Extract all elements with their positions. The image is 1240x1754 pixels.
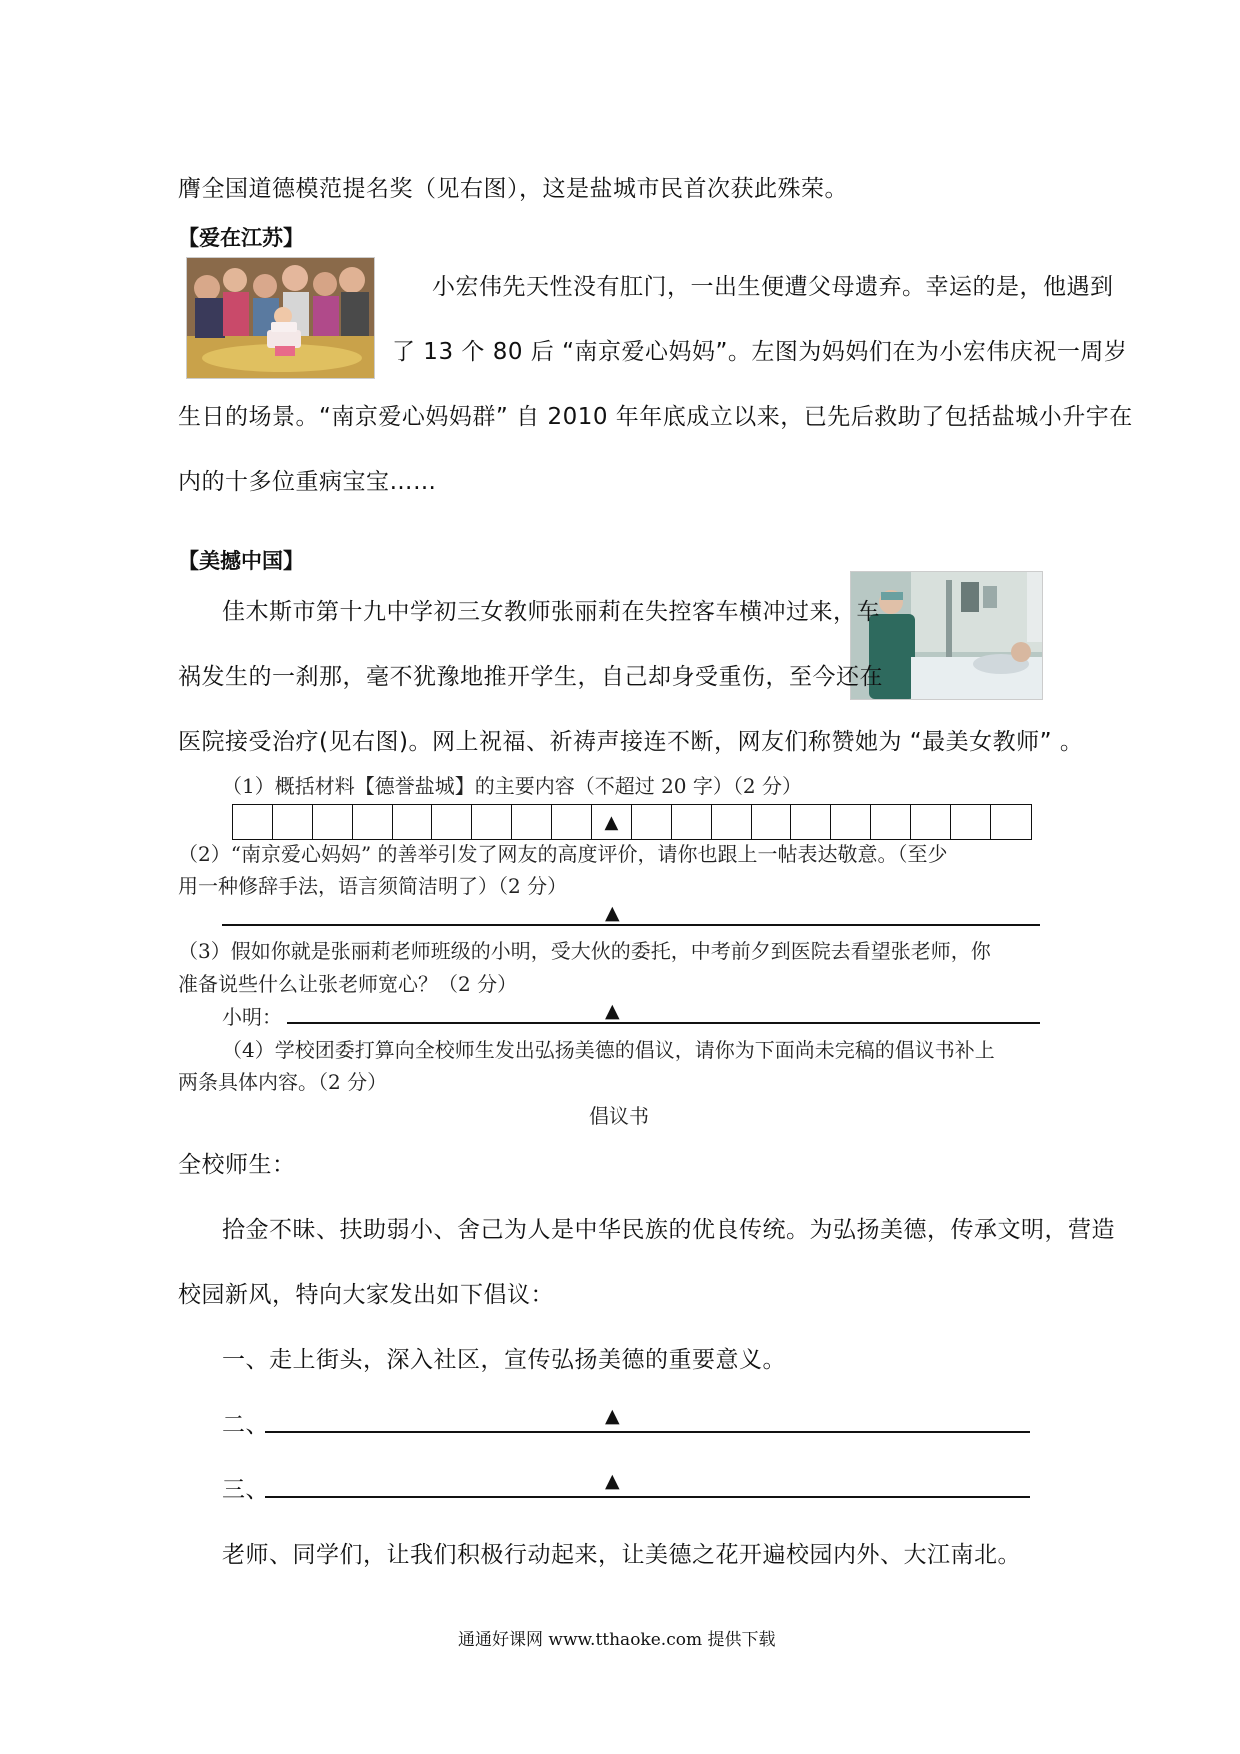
grid-cell[interactable] [911,805,951,839]
grid-cell[interactable] [672,805,712,839]
jiangsu-line-4: 内的十多位重病宝宝…… [178,469,437,495]
grid-cell[interactable] [712,805,752,839]
grid-cell[interactable] [512,805,552,839]
grid-cell[interactable] [791,805,831,839]
answer-marker-triangle: ▲ [605,1405,620,1427]
grid-cell[interactable] [432,805,472,839]
answer-marker-triangle: ▲ [605,1000,620,1022]
jiangsu-line-2: 了 13 个 80 后 “南京爱心妈妈”。左图为妈妈们在为小宏伟庆祝一周岁 [392,339,1128,365]
grid-cell[interactable] [831,805,871,839]
proposal-closing: 老师、同学们，让我们积极行动起来，让美德之花开遍校园内外、大江南北。 [222,1542,1021,1568]
grid-cell[interactable] [632,805,672,839]
china-line-2: 祸发生的一刹那，毫不犹豫地推开学生，自己却身受重伤，至今还在 [178,664,883,690]
answer-marker-triangle: ▲ [605,902,620,924]
proposal-paragraph-line-1: 拾金不昧、扶助弱小、舍己为人是中华民族的优良传统。为弘扬美德，传承文明，营造 [222,1217,1115,1243]
grid-cell[interactable] [353,805,393,839]
china-line-3: 医院接受治疗(见右图)。网上祝福、祈祷声接连不断，网友们称赞她为 “最美女教师” 。 [178,729,1084,755]
section-heading-jiangsu: 【爱在江苏】 [178,226,304,250]
question-2-line-1: （2）“南京爱心妈妈” 的善举引发了网友的高度评价，请你也跟上一帖表达敬意。（至少 [178,842,948,866]
grid-cell[interactable] [233,805,273,839]
proposal-item-3-label: 三、 [222,1477,269,1503]
jiangsu-line-3: 生日的场景。“南京爱心妈妈群” 自 2010 年年底成立以来，已先后救助了包括盐城小升宇在 [178,404,1133,430]
question-2-line-2: 用一种修辞手法，语言须简洁明了）（2 分） [178,874,568,898]
birthday-celebration-photo [186,257,375,379]
grid-cell[interactable] [752,805,792,839]
proposal-title: 倡议书 [589,1104,649,1128]
answer-line-item-2[interactable] [265,1431,1030,1433]
question-1: （1）概括材料【德誉盐城】的主要内容（不超过 20 字）（2 分） [222,774,802,798]
answer-line-item-3[interactable] [265,1496,1030,1498]
grid-cell[interactable] [951,805,991,839]
answer-line-q2[interactable] [222,924,1040,926]
grid-cell[interactable] [871,805,911,839]
answer-grid[interactable] [232,804,1032,840]
footer-source: 通通好课网 www.tthaoke.com 提供下载 [458,1630,776,1650]
grid-cell[interactable] [273,805,313,839]
section-heading-china: 【美撼中国】 [178,549,304,573]
jiangsu-line-1: 小宏伟先天性没有肛门，一出生便遭父母遗弃。幸运的是，他遇到 [432,274,1114,300]
china-line-1: 佳木斯市第十九中学初三女教师张丽莉在失控客车横冲过来，车 [222,599,880,625]
xiaoming-label: 小明： [222,1005,282,1029]
grid-cell[interactable] [552,805,592,839]
proposal-salutation: 全校师生： [178,1152,296,1178]
answer-marker-triangle: ▲ [605,1470,620,1492]
question-3-line-2: 准备说些什么让张老师宽心？（2 分） [178,972,518,996]
grid-cell[interactable] [472,805,512,839]
question-4-line-1: （4）学校团委打算向全校师生发出弘扬美德的倡议，请你为下面尚未完稿的倡议书补上 [222,1038,995,1062]
grid-cell[interactable] [313,805,353,839]
answer-line-q3[interactable] [287,1022,1040,1024]
grid-cell[interactable]: ▲ [592,805,632,839]
question-3-line-1: （3）假如你就是张丽莉老师班级的小明，受大伙的委托，中考前夕到医院去看望张老师，你 [178,939,991,963]
intro-line: 膺全国道德模范提名奖（见右图），这是盐城市民首次获此殊荣。 [178,176,848,202]
grid-cell[interactable] [393,805,433,839]
proposal-paragraph-line-2: 校园新风，特向大家发出如下倡议： [178,1282,554,1308]
question-4-line-2: 两条具体内容。（2 分） [178,1070,388,1094]
grid-cell[interactable] [991,805,1031,839]
proposal-item-1: 一、走上街头，深入社区，宣传弘扬美德的重要意义。 [222,1347,786,1373]
proposal-item-2-label: 二、 [222,1412,269,1438]
